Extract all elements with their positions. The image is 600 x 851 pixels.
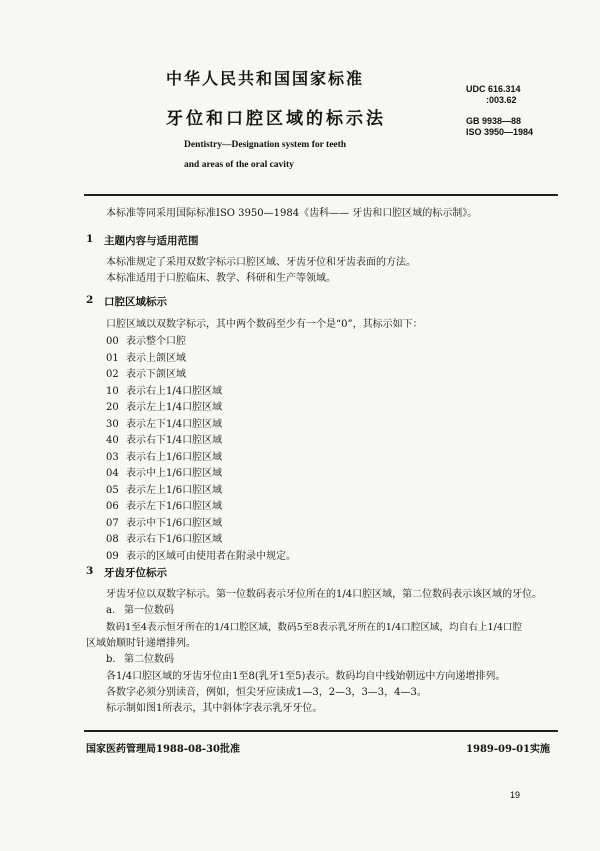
region-list-item (106, 499, 222, 515)
region-list-item (106, 532, 222, 548)
region-description: 表示左上1/6口腔区域 (126, 484, 223, 496)
region-code: 03 (106, 451, 119, 463)
english-title-line1: Dentistry—Designation system for teeth (184, 140, 347, 150)
section3-line: 牙齿牙位以双数字标示。第一位数码表示牙位所在的1/4口腔区域，第二位数码表示该区域的牙位。 (106, 589, 543, 600)
region-list-item (106, 400, 222, 416)
region-code: 09 (106, 550, 119, 562)
region-description: 表示中下1/6口腔区域 (126, 517, 223, 529)
item-a-line: 数码1至4表示恒牙所在的1/4口腔区域，数码5至8表示乳牙所在的1/4口腔区域，均自右上1/4口腔 (106, 622, 523, 633)
region-description: 表示中上1/6口腔区域 (126, 468, 223, 479)
region-description: 表示上颌区域 (126, 352, 186, 364)
region-code: 04 (106, 468, 119, 479)
section1-line: 本标准规定了采用双数字标示口腔区域、牙齿牙位和牙齿表面的方法。 (106, 257, 416, 268)
region-code: 01 (106, 352, 119, 364)
region-list-item (106, 450, 222, 466)
region-list-item (106, 483, 222, 499)
region-description: 表示左下1/6口腔区域 (126, 501, 223, 512)
region-code: 30 (106, 418, 119, 430)
item-b-title: 第二位数码 (124, 654, 174, 665)
region-list-item (106, 367, 186, 383)
item-a-label: a. (106, 605, 116, 616)
iso-number: ISO 3950—1984 (466, 127, 534, 137)
region-list-item (106, 334, 186, 350)
region-code: 10 (106, 385, 119, 397)
item-b-line: 各数字必须分别读音，例如，恒尖牙应读成1—3，2—3，3—3，4—3。 (106, 687, 427, 698)
section3-heading: 牙齿牙位标示 (104, 567, 167, 579)
english-title-line2: and areas of the oral cavity (184, 160, 294, 170)
item-b-label: b. (106, 654, 116, 665)
page-number: 19 (509, 790, 520, 800)
region-list-item (106, 549, 296, 565)
udc-code-line2: :003.62 (486, 95, 517, 105)
region-list-item (106, 417, 222, 433)
region-code: 40 (106, 435, 119, 446)
item-b-line: 标示制如图1所表示，其中斜体字表示乳牙牙位。 (106, 703, 323, 714)
region-description: 表示右上1/6口腔区域 (126, 451, 223, 463)
region-description: 表示左上1/4口腔区域 (126, 402, 223, 413)
region-description: 表示右上1/4口腔区域 (126, 385, 223, 397)
region-code: 00 (106, 336, 119, 347)
section2-number: 2 (86, 294, 94, 306)
standard-type: 中华人民共和国国家标准 (166, 69, 365, 88)
region-list-item (106, 433, 222, 449)
item-b-line: 各1/4口腔区域的牙齿牙位由1至8(乳牙1至5)表示。数码均自中线始朝远中方向递增排列。 (106, 671, 506, 682)
region-code: 02 (106, 369, 119, 380)
region-code: 05 (106, 484, 119, 496)
item-a-title: 第一位数码 (124, 605, 174, 616)
region-list-item (106, 351, 186, 367)
approval-note: 国家医药管理局1988-08-30批准 (86, 744, 240, 755)
region-list-item (106, 384, 222, 400)
section1-line: 本标准适用于口腔临床、教学、科研和生产等领域。 (106, 273, 336, 284)
region-description: 表示整个口腔 (126, 336, 186, 347)
section1-number: 1 (86, 233, 94, 245)
region-description: 表示的区域可由使用者在附录中规定。 (126, 550, 296, 562)
region-description: 表示下颌区域 (126, 369, 186, 380)
region-list-item (106, 466, 222, 482)
region-code: 07 (106, 517, 119, 529)
region-description: 表示右下1/6口腔区域 (126, 534, 223, 545)
region-list-item (106, 516, 222, 532)
region-code: 08 (106, 534, 119, 545)
section3-number: 3 (86, 565, 94, 577)
section2-intro: 口腔区域以双数字标示，其中两个数码至少有一个是“0”，其标示如下： (106, 319, 423, 330)
section1-heading: 主题内容与适用范围 (104, 235, 199, 247)
section2-heading: 口腔区域标示 (104, 296, 167, 308)
document-title: 牙位和口腔区域的标示法 (166, 109, 386, 129)
region-description: 表示左下1/4口腔区域 (126, 418, 223, 430)
bottom-divider (84, 730, 558, 732)
region-code: 20 (106, 402, 119, 413)
udc-code-line1: UDC 616.314 (466, 84, 521, 94)
region-description: 表示右下1/4口腔区域 (126, 435, 223, 446)
implementation-date: 1989-09-01实施 (466, 744, 550, 755)
item-a-line: 区域始顺时针递增排列。 (86, 638, 196, 649)
gb-number: GB 9938—88 (466, 116, 522, 126)
intro-paragraph: 本标准等同采用国际标准ISO 3950—1984《齿科—— 牙齿和口腔区域的标示制》。 (106, 208, 478, 219)
region-code: 06 (106, 501, 119, 512)
top-divider (84, 194, 558, 196)
